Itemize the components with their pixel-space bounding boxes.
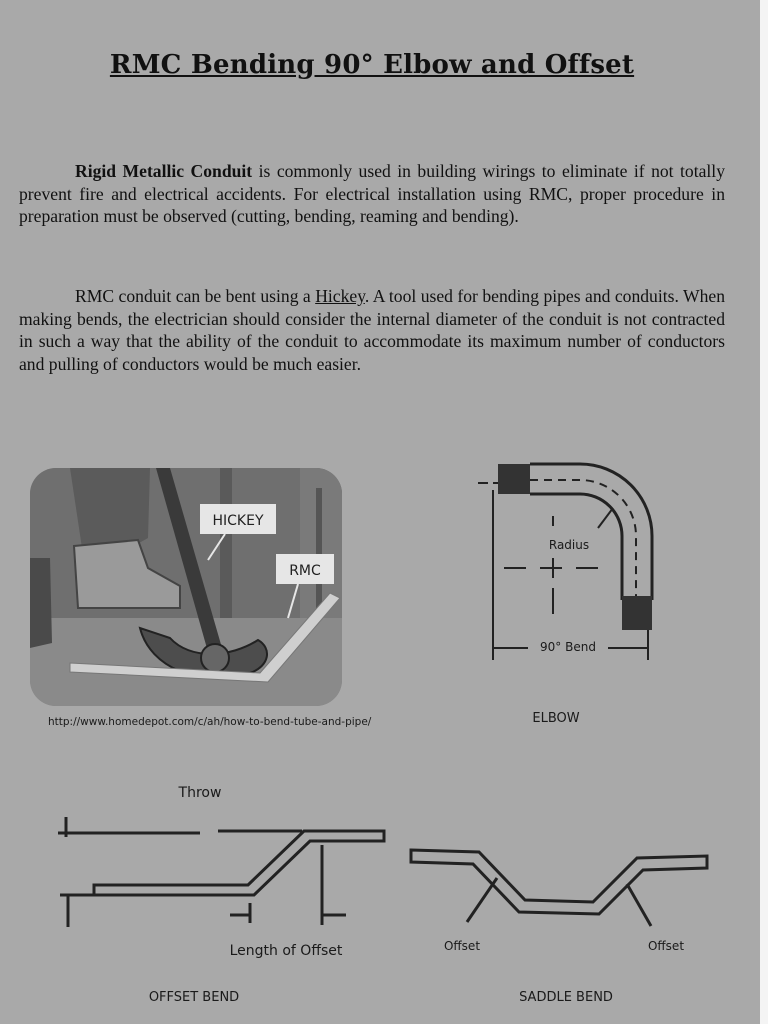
- hickey-label: HICKEY: [212, 513, 264, 529]
- hickey-link[interactable]: Hickey: [315, 286, 365, 306]
- length-of-offset-label: Length of Offset: [229, 943, 343, 959]
- paragraph-intro: [19, 160, 725, 228]
- saddle-offset-right-label: Offset: [647, 939, 685, 953]
- rmc-label: RMC: [289, 563, 321, 579]
- paragraph-hickey-before: RMC conduit can be bent using a: [75, 286, 316, 306]
- throw-label: Throw: [178, 785, 222, 801]
- page-title: RMC Bending 90° Elbow and Offset: [109, 50, 635, 80]
- hickey-photo: [30, 468, 342, 706]
- ninety-bend-label: 90° Bend: [540, 640, 596, 654]
- bold-term: Rigid Metallic Conduit: [75, 161, 253, 181]
- offset-bend-caption: OFFSET BEND: [148, 990, 240, 1005]
- paragraph-intro-text: is commonly used in building wirings to eliminate if not totally prevent fire and electrical accidents. For electrical installation using RMC, proper procedure in preparation must be observed (cutting, bending, reaming and bending).: [19, 161, 725, 226]
- elbow-caption: ELBOW: [532, 711, 580, 726]
- saddle-bend-caption: SADDLE BEND: [519, 990, 613, 1005]
- paragraph-hickey: [19, 285, 725, 375]
- offset-bend-diagram: [40, 775, 400, 1015]
- elbow-diagram: [470, 450, 670, 740]
- saddle-bend-diagram: [405, 830, 725, 1015]
- saddle-offset-left-label: Offset: [443, 939, 481, 953]
- photo-source-url[interactable]: http://www.homedepot.com/c/ah/how-to-bend-tube-and-pipe/: [48, 716, 372, 728]
- page-edge: [760, 0, 768, 1024]
- paragraph-hickey-after: . A tool used for bending pipes and conduits. When making bends, the electrician should consider the internal diameter of the conduit is not contracted in such a way that the ability of the conduit to accommodate its maximum number of conductors and pulling of conductors would be much easier.: [19, 286, 726, 374]
- radius-label: Radius: [548, 538, 590, 552]
